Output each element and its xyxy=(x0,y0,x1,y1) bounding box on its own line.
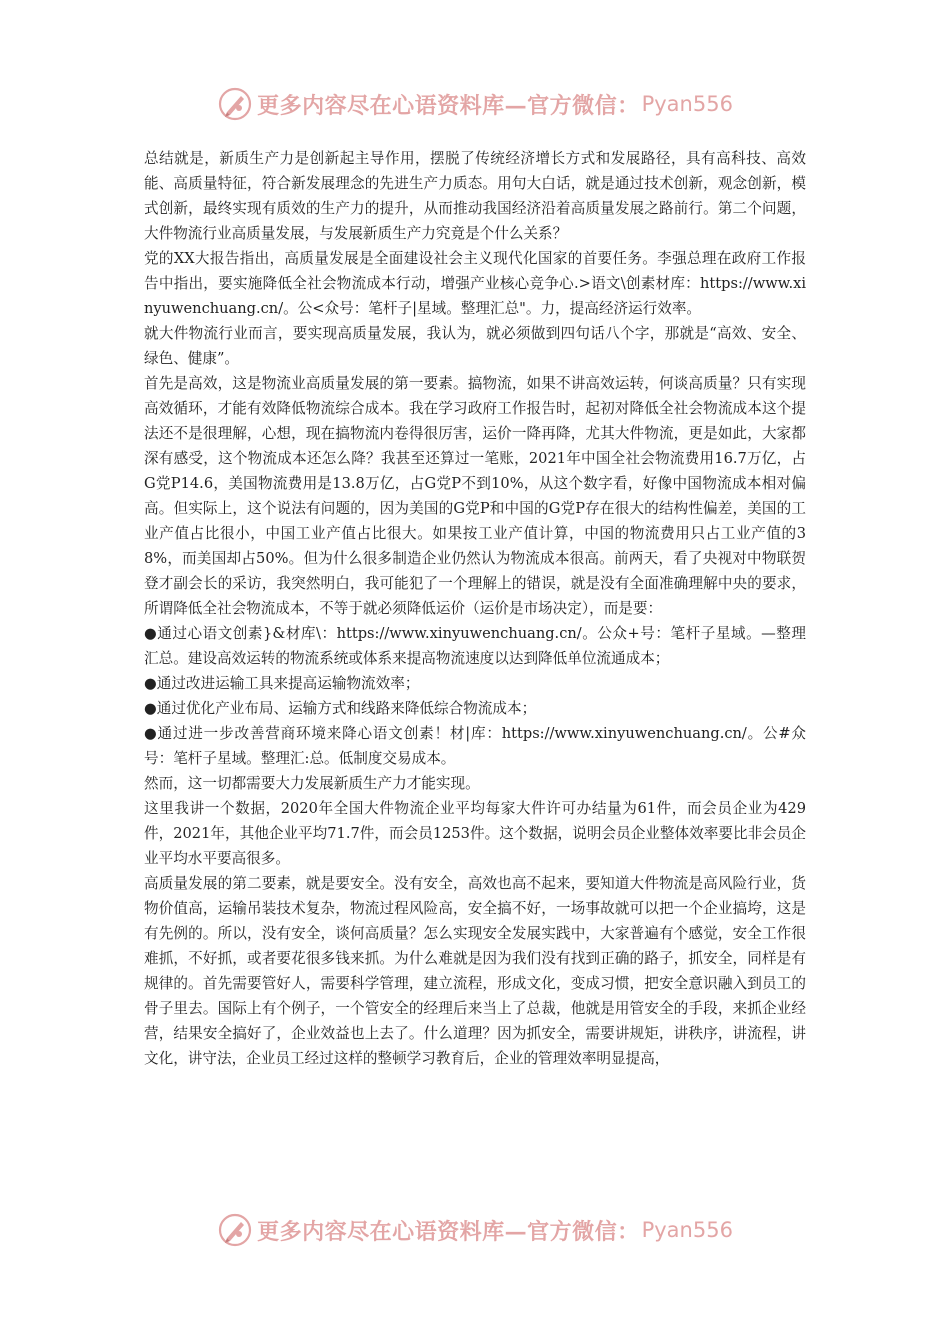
bullet-item-3: ●通过优化产业布局、运输方式和线路来降低综合物流成本； xyxy=(144,700,537,717)
paragraph-2: 党的XX大报告指出，高质量发展是全面建设社会主义现代化国家的首要任务。李强总理在政府工作报告中指出，要实施降低全社会物流成本行动，增强产业核心竞争心.>语文\创素材库：https://www.xinyuwenchuang.cn/。公<众号：笔杆子|星域。整理汇总"。力，提高经济运行效率。 xyxy=(144,250,806,317)
bullet-item-2: ●通过改进运输工具来提高运输物流效率； xyxy=(144,675,420,692)
paragraph-6: 这里我讲一个数据，2020年全国大件物流企业平均每家大件许可办结量为61件，而会员企业为429件，2021年，其他企业平均71.7件，而会员1253件。这个数据，说明会员企业整体效率要比非会员企业平均水平要高很多。 xyxy=(144,800,806,867)
paragraph-4: 首先是高效，这是物流业高质量发展的第一要素。搞物流，如果不讲高效运转，何谈高质量？只有实现高效循环，才能有效降低物流综合成本。我在学习政府工作报告时，起初对降低全社会物流成本这个提法还不是很理解，心想，现在搞物流内卷得很厉害，运价一降再降，尤其大件物流，更是如此，大家都深有感受，这个物流成本还怎么降？我甚至还算过一笔账，2021年中国全社会物流费用16.7万亿，占G党P14.6，美国物流费用是13.8万亿，占G党P不到10%，从这个数字看，好像中国物流成本相对偏高。但实际上，这个说法有问题的，因为美国的G党P和中国的G党P存在很大的结构性偏差，美国的工业产值占比很小，中国工业产值占比很大。如果按工业产值计算，中国的物流费用只占工业产值的38%，而美国却占50%。但为什么很多制造企业仍然认为物流成本很高。前两天，看了央视对中物联贺登才副会长的采访，我突然明白，我可能犯了一个理解上的错误，就是没有全面准确理解中央的要求，所谓降低全社会物流成本，不等于就必须降低运价（运价是市场决定），而是要： xyxy=(144,375,806,617)
header-banner xyxy=(0,82,950,126)
paragraph-5: 然而，这一切都需要大力发展新质生产力才能实现。 xyxy=(144,775,480,792)
pen-circle-logo-icon xyxy=(217,1212,253,1248)
document-body xyxy=(144,146,806,1071)
pen-circle-logo-icon xyxy=(217,86,253,122)
paragraph-3: 就大件物流行业而言，要实现高质量发展，我认为，就必须做到四句话八个字，那就是“高效、安全、绿色、健康”。 xyxy=(144,325,806,367)
bullet-item-1: ●通过心语文创素}&材库\：https://www.xinyuwenchuang.cn/。公众+号：笔杆子星域。—整理汇总。建设高效运转的物流系统或体系来提高物流速度以达到降低单位流通成本； xyxy=(144,625,806,667)
footer-banner-text: 更多内容尽在心语资料库—官方微信： xyxy=(257,1218,640,1245)
header-banner-wechat-id: Pyan556 xyxy=(641,92,733,116)
header-banner-text: 更多内容尽在心语资料库—官方微信： xyxy=(257,92,640,119)
paragraph-1: 总结就是，新质生产力是创新起主导作用，摆脱了传统经济增长方式和发展路径，具有高科技、高效能、高质量特征，符合新发展理念的先进生产力质态。用句大白话，就是通过技术创新，观念创新，模式创新，最终实现有质效的生产力的提升，从而推动我国经济沿着高质量发展之路前行。第二个问题，大件物流行业高质量发展，与发展新质生产力究竟是个什么关系？ xyxy=(144,150,806,242)
footer-banner xyxy=(0,1208,950,1252)
paragraph-7: 高质量发展的第二要素，就是要安全。没有安全，高效也高不起来，要知道大件物流是高风险行业，货物价值高，运输吊装技术复杂，物流过程风险高，安全搞不好，一场事故就可以把一个企业搞垮，这是有先例的。所以，没有安全，谈何高质量？怎么实现安全发展实践中，大家普遍有个感觉，安全工作很难抓，不好抓，或者要花很多钱来抓。为什么难就是因为我们没有找到正确的路子，抓安全，同样是有规律的。首先需要管好人，需要科学管理，建立流程，形成文化，变成习惯，把安全意识融入到员工的骨子里去。国际上有个例子，一个管安全的经理后来当上了总裁，他就是用管安全的手段，来抓企业经营，结果安全搞好了，企业效益也上去了。什么道理？因为抓安全，需要讲规矩，讲秩序，讲流程，讲文化，讲守法，企业员工经过这样的整顿学习教育后，企业的管理效率明显提高， xyxy=(144,875,806,1067)
footer-banner-wechat-id: Pyan556 xyxy=(641,1218,733,1242)
bullet-item-4: ●通过进一步改善营商环境来降心语文创素！材|库：https://www.xinyuwenchuang.cn/。公#众号：笔杆子星域。整理汇:总。低制度交易成本。 xyxy=(144,725,806,767)
